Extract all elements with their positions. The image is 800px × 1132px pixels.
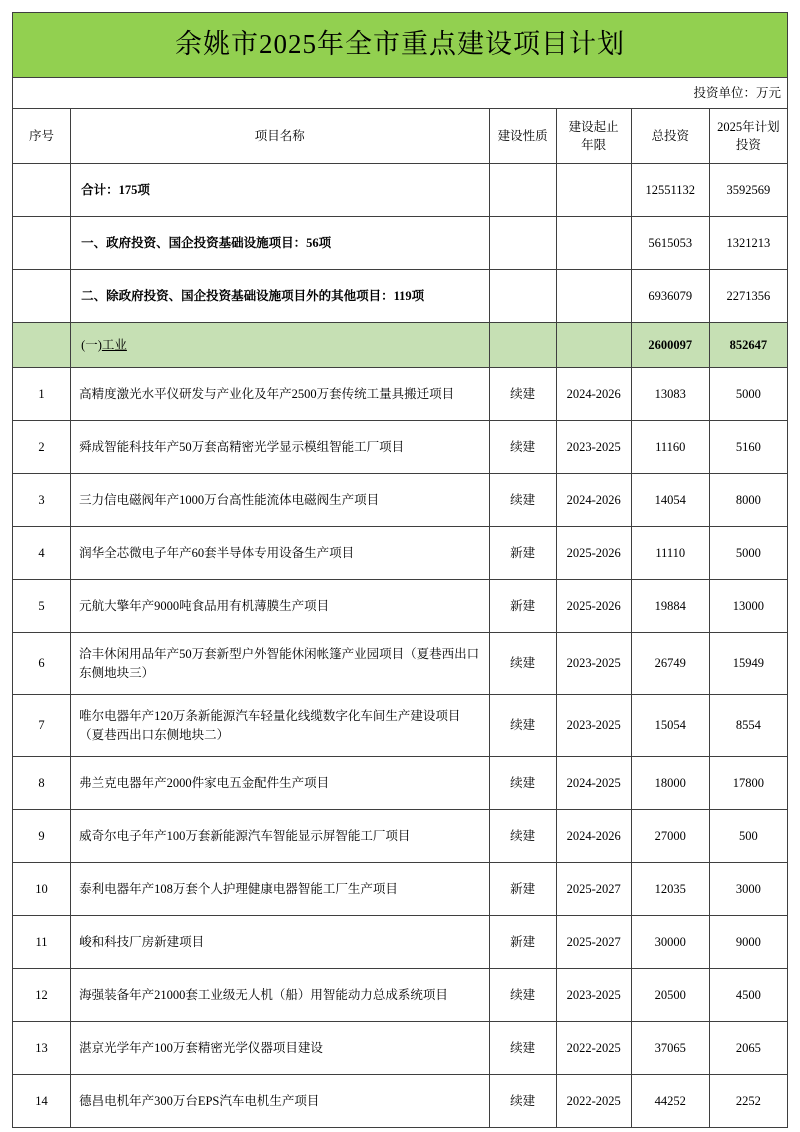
table-row	[13, 1022, 788, 1075]
row-plan-investment: 4500	[709, 969, 787, 1022]
category-label	[71, 323, 490, 368]
summary-label: 二、除政府投资、国企投资基础设施项目外的其他项目：119项	[71, 270, 490, 323]
row-project-name: 洽丰休闲用品年产50万套新型户外智能休闲帐篷产业园项目（夏巷西出口东侧地块三）	[71, 633, 490, 695]
table-row	[13, 969, 788, 1022]
row-plan-investment: 2065	[709, 1022, 787, 1075]
row-nature: 续建	[489, 1022, 556, 1075]
row-seq: 1	[13, 368, 71, 421]
table-row	[13, 863, 788, 916]
row-plan-investment: 5000	[709, 527, 787, 580]
row-period: 2022-2025	[556, 1022, 631, 1075]
header-total-investment: 总投资	[631, 109, 709, 164]
row-plan-investment: 500	[709, 810, 787, 863]
summary-total-investment: 5615053	[631, 217, 709, 270]
row-period: 2024-2025	[556, 757, 631, 810]
row-nature: 续建	[489, 757, 556, 810]
row-nature: 新建	[489, 916, 556, 969]
row-seq: 3	[13, 474, 71, 527]
row-plan-investment: 5000	[709, 368, 787, 421]
row-plan-investment: 3000	[709, 863, 787, 916]
summary-plan-investment: 3592569	[709, 164, 787, 217]
header-plan-investment-2025: 2025年计划投资	[709, 109, 787, 164]
row-project-name: 舜成智能科技年产50万套高精密光学显示模组智能工厂项目	[71, 421, 490, 474]
row-plan-investment: 5160	[709, 421, 787, 474]
row-plan-investment: 8554	[709, 695, 787, 757]
header-seq: 序号	[13, 109, 71, 164]
row-project-name: 元航大擎年产9000吨食品用有机薄膜生产项目	[71, 580, 490, 633]
row-period: 2025-2027	[556, 916, 631, 969]
summary-row-other-projects	[13, 270, 788, 323]
row-period: 2023-2025	[556, 633, 631, 695]
summary-total-investment: 6936079	[631, 270, 709, 323]
row-project-name: 峻和科技厂房新建项目	[71, 916, 490, 969]
row-period: 2023-2025	[556, 969, 631, 1022]
category-name: 工业	[101, 337, 127, 352]
summary-period	[556, 164, 631, 217]
row-plan-investment: 13000	[709, 580, 787, 633]
category-plan-investment: 852647	[709, 323, 787, 368]
row-plan-investment: 2252	[709, 1075, 787, 1128]
table-body	[13, 13, 788, 1128]
row-total-investment: 44252	[631, 1075, 709, 1128]
summary-nature	[489, 164, 556, 217]
row-plan-investment: 8000	[709, 474, 787, 527]
row-period: 2023-2025	[556, 695, 631, 757]
row-nature: 续建	[489, 810, 556, 863]
header-construction-nature: 建设性质	[489, 109, 556, 164]
table-row	[13, 580, 788, 633]
row-nature: 续建	[489, 1075, 556, 1128]
category-nature	[489, 323, 556, 368]
row-total-investment: 18000	[631, 757, 709, 810]
column-header-row	[13, 109, 788, 164]
row-total-investment: 30000	[631, 916, 709, 969]
row-seq: 4	[13, 527, 71, 580]
row-total-investment: 11160	[631, 421, 709, 474]
row-seq: 6	[13, 633, 71, 695]
row-period: 2022-2025	[556, 1075, 631, 1128]
row-seq: 11	[13, 916, 71, 969]
row-total-investment: 13083	[631, 368, 709, 421]
row-total-investment: 11110	[631, 527, 709, 580]
summary-label: 合计：175项	[71, 164, 490, 217]
row-project-name: 润华全芯微电子年产60套半导体专用设备生产项目	[71, 527, 490, 580]
header-construction-period: 建设起止年限	[556, 109, 631, 164]
row-plan-investment: 15949	[709, 633, 787, 695]
row-nature: 续建	[489, 695, 556, 757]
row-seq: 9	[13, 810, 71, 863]
row-project-name: 弗兰克电器年产2000件家电五金配件生产项目	[71, 757, 490, 810]
table-row	[13, 1075, 788, 1128]
summary-seq	[13, 217, 71, 270]
row-project-name: 海强装备年产21000套工业级无人机（船）用智能动力总成系统项目	[71, 969, 490, 1022]
summary-plan-investment: 1321213	[709, 217, 787, 270]
table-row	[13, 368, 788, 421]
row-seq: 13	[13, 1022, 71, 1075]
row-period: 2025-2026	[556, 527, 631, 580]
summary-total-investment: 12551132	[631, 164, 709, 217]
category-seq	[13, 323, 71, 368]
row-period: 2024-2026	[556, 810, 631, 863]
investment-unit-note: 投资单位：万元	[13, 78, 788, 109]
row-plan-investment: 9000	[709, 916, 787, 969]
unit-note-row	[13, 78, 788, 109]
table-row	[13, 810, 788, 863]
summary-seq	[13, 164, 71, 217]
row-seq: 12	[13, 969, 71, 1022]
row-period: 2024-2026	[556, 474, 631, 527]
row-seq: 7	[13, 695, 71, 757]
row-project-name: 唯尔电器年产120万条新能源汽车轻量化线缆数字化车间生产建设项目（夏巷西出口东侧地块二）	[71, 695, 490, 757]
row-period: 2024-2026	[556, 368, 631, 421]
table-row	[13, 916, 788, 969]
row-seq: 2	[13, 421, 71, 474]
row-total-investment: 15054	[631, 695, 709, 757]
summary-nature	[489, 217, 556, 270]
summary-plan-investment: 2271356	[709, 270, 787, 323]
row-total-investment: 14054	[631, 474, 709, 527]
row-plan-investment: 17800	[709, 757, 787, 810]
summary-period	[556, 270, 631, 323]
table-row	[13, 757, 788, 810]
row-period: 2023-2025	[556, 421, 631, 474]
category-total-investment: 2600097	[631, 323, 709, 368]
document-title: 余姚市2025年全市重点建设项目计划	[13, 13, 788, 78]
summary-row-government-investment	[13, 217, 788, 270]
row-nature: 新建	[489, 580, 556, 633]
header-project-name: 项目名称	[71, 109, 490, 164]
row-nature: 新建	[489, 527, 556, 580]
row-project-name: 德昌电机年产300万台EPS汽车电机生产项目	[71, 1075, 490, 1128]
row-project-name: 泰利电器年产108万套个人护理健康电器智能工厂生产项目	[71, 863, 490, 916]
project-plan-table	[12, 12, 788, 1128]
category-prefix: (一)	[81, 337, 102, 352]
row-nature: 续建	[489, 421, 556, 474]
row-seq: 5	[13, 580, 71, 633]
row-project-name: 湛京光学年产100万套精密光学仪器项目建设	[71, 1022, 490, 1075]
table-row	[13, 474, 788, 527]
row-seq: 10	[13, 863, 71, 916]
summary-period	[556, 217, 631, 270]
table-row	[13, 695, 788, 757]
row-nature: 续建	[489, 633, 556, 695]
category-period	[556, 323, 631, 368]
row-period: 2025-2027	[556, 863, 631, 916]
row-nature: 续建	[489, 368, 556, 421]
row-seq: 14	[13, 1075, 71, 1128]
row-total-investment: 19884	[631, 580, 709, 633]
summary-row-total	[13, 164, 788, 217]
summary-nature	[489, 270, 556, 323]
row-nature: 续建	[489, 474, 556, 527]
row-period: 2025-2026	[556, 580, 631, 633]
row-total-investment: 20500	[631, 969, 709, 1022]
row-project-name: 威奇尔电子年产100万套新能源汽车智能显示屏智能工厂项目	[71, 810, 490, 863]
table-row	[13, 527, 788, 580]
row-seq: 8	[13, 757, 71, 810]
summary-label: 一、政府投资、国企投资基础设施项目：56项	[71, 217, 490, 270]
row-project-name: 高精度激光水平仪研发与产业化及年产2500万套传统工量具搬迁项目	[71, 368, 490, 421]
row-total-investment: 37065	[631, 1022, 709, 1075]
table-row	[13, 633, 788, 695]
row-total-investment: 27000	[631, 810, 709, 863]
row-project-name: 三力信电磁阀年产1000万台高性能流体电磁阀生产项目	[71, 474, 490, 527]
row-total-investment: 26749	[631, 633, 709, 695]
category-row-industry	[13, 323, 788, 368]
row-nature: 续建	[489, 969, 556, 1022]
title-row	[13, 13, 788, 78]
table-row	[13, 421, 788, 474]
row-total-investment: 12035	[631, 863, 709, 916]
row-nature: 新建	[489, 863, 556, 916]
summary-seq	[13, 270, 71, 323]
